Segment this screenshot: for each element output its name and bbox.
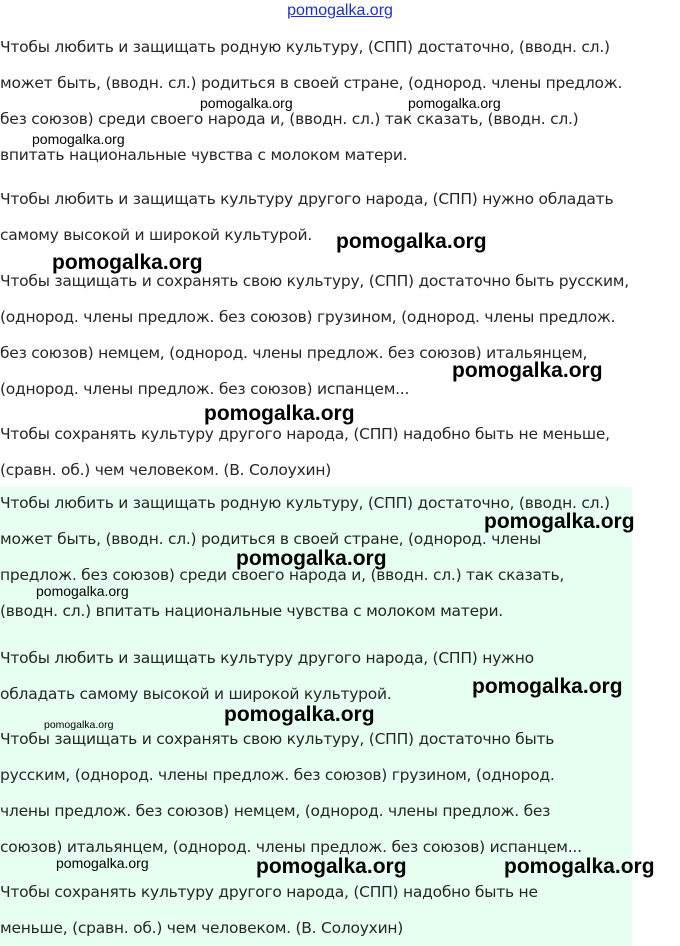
text-line: (сравн. об.) чем человеком. (В. Солоухин) <box>0 461 332 479</box>
watermark: pomogalka.org <box>336 230 487 253</box>
text-line: Чтобы любить и защищать культуру другого народа, (СПП) нужно <box>0 649 534 667</box>
text-line: Чтобы защищать и сохранять свою культуру, (СПП) достаточно быть русским, <box>0 272 629 290</box>
text-line: может быть, (вводн. сл.) родиться в своей стране, (однород. члены <box>0 530 541 548</box>
site-header-link[interactable]: pomogalka.org <box>287 2 393 19</box>
watermark: pomogalka.org <box>52 251 203 274</box>
paragraph <box>0 874 538 946</box>
watermark: pomogalka.org <box>452 359 603 382</box>
paragraph <box>0 640 534 712</box>
text-line: Чтобы сохранять культуру другого народа, (СПП) надобно быть не меньше, <box>0 425 610 443</box>
text-line: предлож. без союзов) среди своего народа и, (вводн. сл.) так сказать, <box>0 566 565 584</box>
paragraph <box>0 29 622 173</box>
text-line: может быть, (вводн. сл.) родиться в своей стране, (однород. члены предлож. <box>0 74 623 92</box>
text-line: без союзов) среди своего народа и, (вводн. сл.) так сказать, (вводн. сл.) <box>0 110 579 128</box>
text-line: (однород. члены предлож. без союзов) испанцем... <box>0 380 410 398</box>
text-line: Чтобы сохранять культуру другого народа, (СПП) надобно быть не <box>0 883 538 901</box>
text-line: Чтобы любить и защищать культуру другого народа, (СПП) нужно обладать <box>0 190 614 208</box>
watermark: pomogalka.org <box>204 402 355 425</box>
watermark: pomogalka.org <box>484 510 635 533</box>
text-line: (однород. члены предлож. без союзов) грузином, (однород. члены предлож. <box>0 308 616 326</box>
watermark: pomogalka.org <box>256 855 407 878</box>
text-line: обладать самому высокой и широкой культурой. <box>0 685 392 703</box>
watermark: pomogalka.org <box>44 719 114 731</box>
paragraph <box>0 416 610 488</box>
text-line: Чтобы защищать и сохранять свою культуру, (СПП) достаточно быть <box>0 730 555 748</box>
text-line: русским, (однород. члены предлож. без союзов) грузином, (однород. <box>0 766 555 784</box>
text-line: впитать национальные чувства с молоком матери. <box>0 146 408 164</box>
text-line: меньше, (сравн. об.) чем человеком. (В. Солоухин) <box>0 919 404 937</box>
watermark: pomogalka.org <box>56 855 149 871</box>
text-line: Чтобы любить и защищать родную культуру, (СПП) достаточно, (вводн. сл.) <box>0 38 610 56</box>
paragraph <box>0 263 629 407</box>
watermark: pomogalka.org <box>224 703 375 726</box>
watermark: pomogalka.org <box>32 131 125 147</box>
watermark: pomogalka.org <box>472 675 623 698</box>
text-line: без союзов) немцем, (однород. члены предлож. без союзов) итальянцем, <box>0 344 588 362</box>
text-line: (вводн. сл.) впитать национальные чувства с молоком матери. <box>0 602 503 620</box>
watermark: pomogalka.org <box>236 547 387 570</box>
watermark: pomogalka.org <box>408 95 501 111</box>
paragraph <box>0 181 613 253</box>
text-line: члены предлож. без союзов) немцем, (однород. члены предлож. без <box>0 802 551 820</box>
text-line: самому высокой и широкой культурой. <box>0 226 312 244</box>
text-line: союзов) итальянцем, (однород. члены предлож. без союзов) испанцем... <box>0 838 582 856</box>
watermark: pomogalka.org <box>200 95 293 111</box>
watermark: pomogalka.org <box>36 583 129 599</box>
text-line: Чтобы любить и защищать родную культуру, (СПП) достаточно, (вводн. сл.) <box>0 494 610 512</box>
paragraph <box>0 721 582 865</box>
watermark: pomogalka.org <box>504 855 655 878</box>
